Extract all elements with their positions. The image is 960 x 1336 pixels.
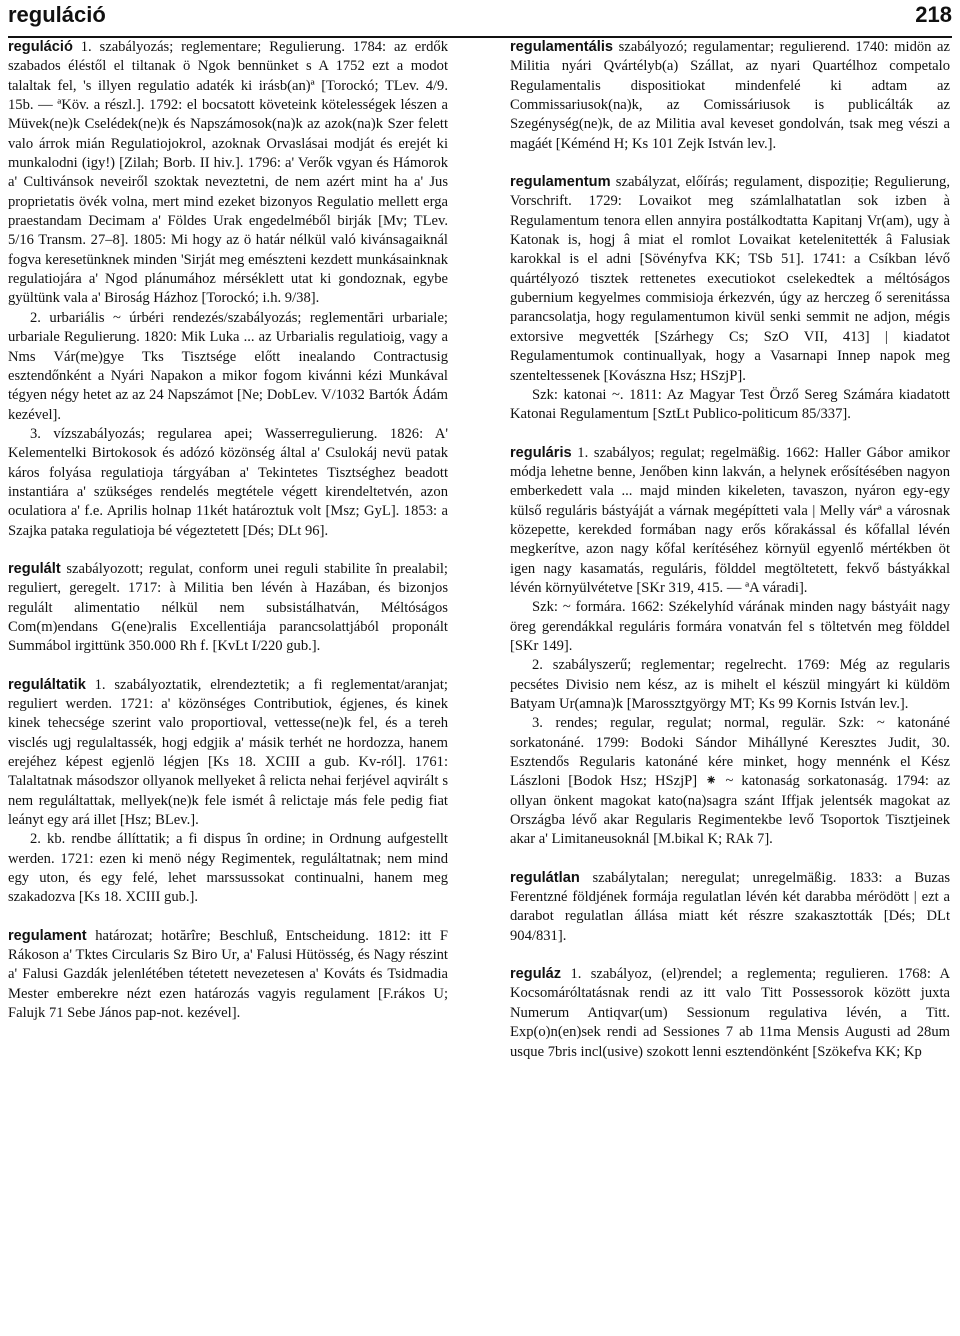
entry-definition [510,173,950,386]
entry-text: 1. szabályozás; reglementare; Regulierung. 1784: az erdők szabados éléstől el tiltanak ö Ngok bennünket s A 1752 ezt a modot talaltak fel, 's illyen regulatio adaték ki irásb(an)ª [Torockó; TLev. 4/9. 15b. — ªKöv. a részl.]. 1792: el bocsatott követeink kötelességek lészen a Müvek(ne)k Cselédek(ne)k és Napszámosok(na)k az azok(na)k Szer felett valo árrok mián Regulatiojokrol, azoknak Orvaslásai modját és erejét ki munkalodni (igy!) [Zilah; Borb. II hiv.]. 1796: a' Verők vgyan és Hámorok a' Cultivánsok neveiről szoktak neveztetni, de nem azért mint ha a' Jus proprietatis övék volna, mert mind ezeket bizonyos Regulatio mellett erga praestandam Decimam a' Földes Urak engedelméből birják [Mv; TLev. 5/16 Transm. 27–8]. 1805: Mi hogy az ö határ nélkül való kivánsagaiknál fogva keresetünknek minden 'Sirját meg emészteni kezdett munkásainknak regulatiojára a' Ngod plánumához mérséklett utat ki gondoznak, egybe gyültünk vala a' Biroság Házhoz [Torockó; i.h. 9/38]. [8,39,448,307]
entry-gap [510,946,950,965]
entry-headword: regulamentális [510,39,614,55]
entry-definition [8,927,448,1024]
page-header [8,2,952,38]
entry-sense: Szk: ~ formára. 1662: Székelyhíd várának minden nagy bástyáit nagy öreg gerendákkal reguláris formára vonatván fel s töltetvén meg földdel [SKr 149]. [510,599,950,654]
dictionary-entry [8,560,448,657]
entry-sense: 3. rendes; regular, regulat; normal, regulär. Szk: ~ katonáné sorkatonáné. 1799: Bodoki Sándor Mihállyné Keresztes Judit, 30. Esztendős Regularis katonáné kére minket, hogy mennénk el Kész Lászloni [Bodok Hsz; HSzjP] ⁕ ~ katonaság sorkatonaság. 1794: az ollyan önkent magokat kato(na)sagra szánt Iffjak jelentsék magokat az Országba lévő akar Regularis Regimentekbe levő Tsoportok Tisztjeinek akar a' Limitaneusoknál [M.bikal K; RAk 7]. [510,715,950,848]
dictionary-entry [8,676,448,908]
entry-gap [510,425,950,444]
entry-text: határozat; hotărîre; Beschluß, Entscheidung. 1812: itt F Rákoson a' Tktes Circularis Sz Biro Ur, a' Falusi Hütösség, és Nagy részint a' Falusi Gazdák jelenlétében tétetett nevezetesen a' Kováts és Tsidmadia Mester emberekre nézt ezen határozás vagyis regulament [F.rákos U; Falujk 71 Sebe János pap-not. kezével]. [8,927,448,1022]
entry-headword: reguláz [510,966,562,983]
entry-definition [8,38,448,309]
entry-definition [8,676,448,831]
entry-gap [8,541,448,560]
entry-definition [510,869,950,946]
entry-sense: 2. szabályszerű; reglementar; regelrecht. 1769: Még az regularis pecsétes Divisio nem kész, az is mihelt el készül mingyárt ki küldöm Batyam Ur(amna)k [Marossztgyörgy MT; Ks 99 Kornis István lev.]. [510,657,950,712]
entry-headword: regulamentum [510,174,611,191]
dictionary-entry [510,869,950,946]
dictionary-entry [8,927,448,1024]
dictionary-entry [8,38,448,541]
entry-headword: regulament [8,927,87,944]
entry-text: 1. szabályos; regulat; regelmäßig. 1662: Haller Gábor amikor módja lehetne benne, Jenőben kinn lakván, a helynek erősítésében nagyon emberkedett vala ... majd minden kikeleten, tavaszon, nyáron egy-egy külső reguláris bástyáját a várnak megépítteti vala | Melly várª a városnak közepette, kerekded formában nagy erős kőrakással és kőfallal lévén megkerítve, azon nagy kőfal kerítéséhez környül egyenlő mértékben öt igen nagy kasamatás, reguláris, földdel megtöltetett, fekvő bástyákkal lévén környülvétetve [SKr 319, 415. — ªA váradi]. [510,444,950,596]
entry-definition [510,965,950,1062]
entry-headword: reguláció [8,39,73,55]
entry-text: szabálytalan; neregulat; unregelmäßig. 1833: a Buzas Ferentzné földjének formája regulatlan lévén két darabba mérödött | ezt a darabot regulatlan állása miatt két részre szakasztották [Dés; DLt 904/831]. [510,869,950,944]
page-number: 218 [915,2,952,27]
dictionary-entry [510,965,950,1062]
entry-definition [8,560,448,657]
entry-text: 1. szabályoztatik, elrendeztetik; a fi reglementat/aranjat; reguliert werden. 1721: a' közönséges Contributiok, égjenes, és kinek kinek tehecsége szerint valo proportioval, vettesse(ne)k fel, és a tereh visclés ugj regulaltassék, hogj edgjik a' másik terhét ne hordozza, hanem erejéhez képest egjenlö légjen [Ks 18. XCIII a gub. Kv-ról]. 1761: Talaltatnak másodszor ollyanok mellyeket â relicta nehai ferjével aqvirált s nem reguláltattak, mellyek(ne)k fele ismét â relictaje más fele pedig fiat leányt egy ará illet [Hsz; BLev.]. [8,676,448,829]
entry-text: szabályozott; regulat, conform unei reguli stabilite în prealabil; reguliert, geregelt. 1717: à Militia ben lévén à Hazában, és bizonjos regulált alimentatio nélkül nem subsistálhatván, Méltóságos Com(m)endans G(ene)ralis Excellentiája parancsolattjából proponált Summábol irgittünk 350.000 Rh f. [KvLt I/220 gub.]. [8,560,448,655]
entry-text: szabályozó; regulamentar; regulierend. 1740: midön az Militia nyári Qvártélyb(a) Szállat, az nyari Quartélhoz competalo Regulamentalis dispositiokat mindenfelé ki adtam az Commissariusok(na)k, az Comissáriusok is publicálták az Szegénység(ne)k, de az Militia aval keveset gondolván, tsak meg vészi a magáét [Kéménd H; Ks 101 Zejk István lev.]. [510,39,950,152]
left-column [8,38,448,1024]
entry-headword: reguláltatik [8,676,86,693]
dictionary-entry [510,38,950,154]
entry-headword: regulált [8,560,61,577]
entry-headword: regulátlan [510,869,580,886]
entry-definition [510,38,950,154]
entry-gap [8,908,448,927]
entry-gap [8,657,448,676]
entry-sense: 3. vízszabályozás; regularea apei; Wasserregulierung. 1826: A' Kelementelki Birtokosok és adózó közönség által a' Csulokáj nevü patak káros folyása regulatioja tárgyában a' Tekintetes Tisztséghez beadott instantiára a' szükséges rendelés megtétele végett kirendeltetvén, azon oculatiora a' f.e. Aprilis holnap 11két határoztuk volt [Msz; GyL]. 1853: a Szajka pataka regulatioja bé végeztetett [Dés; DLt 96]. [8,425,448,539]
right-column [510,38,950,1062]
entry-sense: 2. urbariális ~ úrbéri rendezés/szabályozás; reglementări urbariale; urbariale Regulierung. 1820: Mik Luka ... az Urbarialis regulatioig, vagy a Nms Vár(me)gye Tks Tisztsége előtt inealando Contractusig esztendőnként a Nyári Napakon a mikor fogom kivánni kézi Munkával tégyen négy hetet az az 24 Napszámot [Ne; DobLev. V/1032 Bartók Ádám kezével]. [8,309,448,423]
entry-headword: reguláris [510,444,572,461]
entry-definition [510,444,950,599]
running-headword: reguláció [8,2,106,27]
entry-sense: Szk: katonai ~. 1811: Az Magyar Test Örző Sereg Számára kiadatott Katonai Regulamentum [SztLt Publico-politicum 85/337]. [510,386,950,423]
entry-text: szabályzat, előírás; regulament, dispoziție; Regulierung, Vorschrift. 1729: Lovaikot meg számlalhatatlan sok izben à Regulamentum tenora ellen annyira postálkodtatta Kapitanj Vr(am), ugy à Katonak is, hogj â miat el romlot Lovaikat ketelenitették â Falusiak karokkal is el adni [Sövényfva KK; TSb 51]. 1741: a Csíkban lévő quártélyozó tisztek rettenetes executiokot cselekedtek a méltóságos gubernium kegyelmes commisioja érkezvén, úgy az herczeg ő serenitássa parancsolatja, hogy regulamentumon kivül senki semmit ne adjon, mégis extorsive megvették [Szárhegy Cs; SzO VII, 413] | kiadatot Regulamentumok continuallyak, hogy a Vasarnapi Innep napok meg szenteltessenek [Kovászna Hsz; HSzjP]. [510,174,950,384]
dictionary-entry [510,444,950,850]
entry-gap [510,850,950,869]
entry-sense: 2. kb. rendbe állíttatik; a fi dispus în ordine; in Ordnung aufgestellt werden. 1721: ezen ki menö négy Regimentek, reguláltatnak; nem mind egy uton, és egy felé, lehet marssussokat continualni, hanem meg szakadozva [Ks 18. XCIII gub.]. [8,831,448,906]
entry-text: 1. szabályoz, (el)rendel; a reglementa; regulieren. 1768: A Kocsomáróltatásnak rendi az itt valo Titt Possessorok között juxta Numerum Antiqvar(um) Sessionum regulativa lévén, a Titt. Exp(o)n(en)sek rendi ad Sessiones 7 ab 11ma Mensis Augusti ad 28um usque 7bris incl(usive) szokott lenni esztendönként [Szökefva KK; Kp [510,966,950,1060]
entry-gap [510,154,950,173]
dictionary-entry [510,173,950,424]
